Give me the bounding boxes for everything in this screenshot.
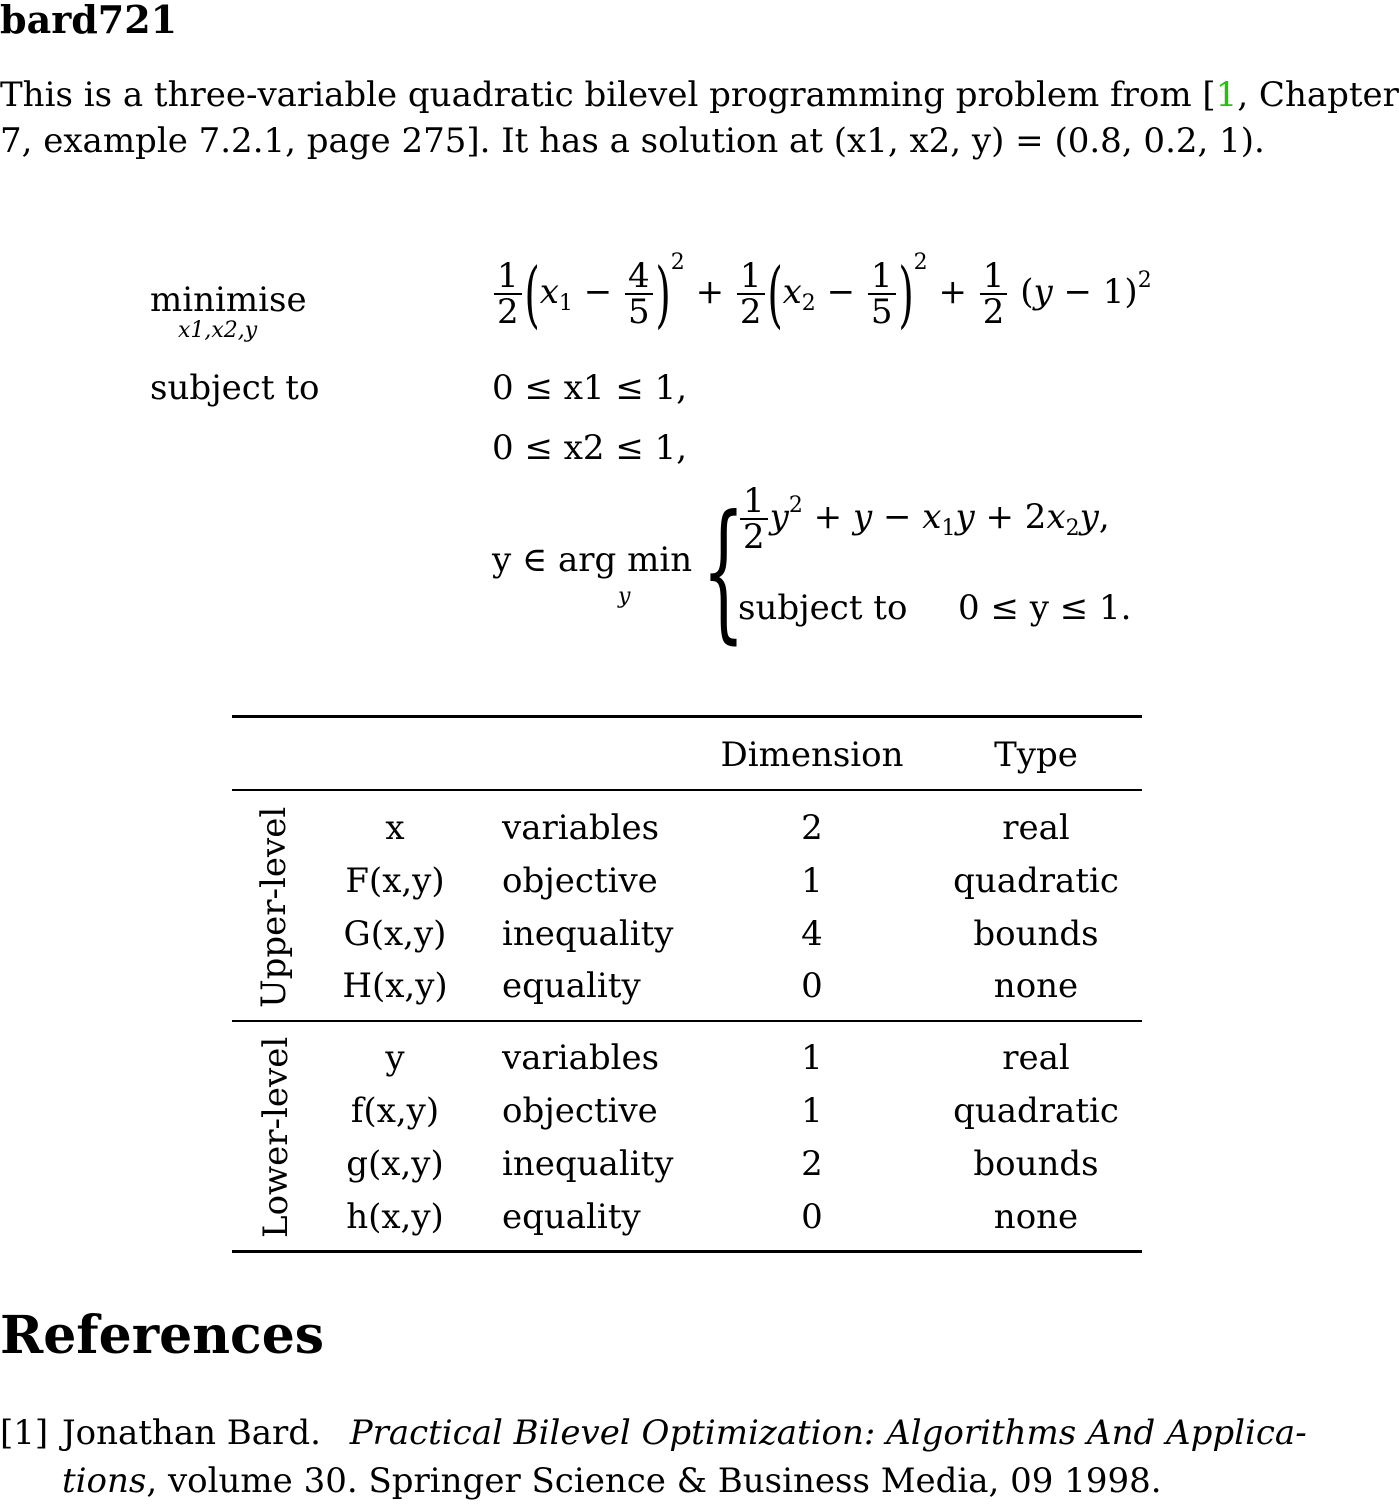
- intro-text-tail: , Chapter: [1237, 75, 1399, 115]
- intro-line-1: [0, 72, 1399, 118]
- header-type: Type: [994, 735, 1078, 775]
- references-heading: References: [0, 1305, 325, 1366]
- row-dimension: 1: [801, 861, 823, 901]
- reference-publisher: , volume 30. Springer Science & Business Media, 09 1998.: [146, 1461, 1162, 1501]
- reference-title-end: tions: [62, 1461, 147, 1501]
- row-type: real: [1002, 808, 1070, 848]
- row-symbol: F(x,y): [345, 861, 445, 901]
- row-type: quadratic: [953, 1091, 1119, 1131]
- reference-author: Jonathan Bard.: [62, 1413, 321, 1453]
- row-dimension: 0: [801, 1197, 823, 1237]
- upper-level-label: Upper-level: [254, 806, 294, 1008]
- row-dimension: 2: [801, 808, 823, 848]
- row-dimension: 2: [801, 1144, 823, 1184]
- row-kind: inequality: [502, 1144, 674, 1184]
- row-symbol: G(x,y): [343, 914, 447, 954]
- row-symbol: f(x,y): [350, 1091, 440, 1131]
- row-type: none: [993, 1197, 1079, 1237]
- citation-link[interactable]: 1: [1215, 75, 1238, 115]
- row-kind: equality: [502, 966, 641, 1006]
- minimise-label: minimise: [150, 280, 307, 320]
- lower-level-label: Lower-level: [256, 1036, 296, 1238]
- reference-title: Practical Bilevel Optimization: Algorithms And Applica-: [349, 1413, 1307, 1453]
- row-dimension: 1: [801, 1038, 823, 1078]
- row-type: bounds: [973, 914, 1099, 954]
- row-kind: objective: [502, 861, 658, 901]
- row-dimension: 1: [801, 1091, 823, 1131]
- row-dimension: 0: [801, 966, 823, 1006]
- constraint-2: 0 ≤ x2 ≤ 1,: [492, 428, 688, 468]
- argmin-var: y: [618, 584, 631, 609]
- row-symbol: y: [385, 1038, 405, 1078]
- row-kind: objective: [502, 1091, 658, 1131]
- reference-line-1: [62, 1410, 1307, 1456]
- page-title: bard721: [0, 0, 178, 42]
- minimise-vars: x1,x2,y: [178, 318, 258, 343]
- row-type: quadratic: [953, 861, 1119, 901]
- table-top-rule: [232, 715, 1142, 718]
- table-mid-rule: [232, 1020, 1142, 1022]
- reference-line-2: [62, 1458, 1162, 1504]
- row-type: bounds: [973, 1144, 1099, 1184]
- left-brace: {: [702, 484, 745, 658]
- argmin-text: y ∈ arg min: [492, 540, 693, 580]
- lower-subject-to: subject to: [738, 588, 908, 628]
- lower-constraint: 0 ≤ y ≤ 1.: [958, 588, 1132, 628]
- subject-to-label: subject to: [150, 368, 320, 408]
- row-kind: variables: [502, 1038, 660, 1078]
- row-kind: variables: [502, 808, 660, 848]
- row-type: none: [993, 966, 1079, 1006]
- row-symbol: h(x,y): [346, 1197, 444, 1237]
- row-symbol: g(x,y): [346, 1144, 444, 1184]
- intro-line-2: 7, example 7.2.1, page 275]. It has a solution at (x1, x2, y) = (0.8, 0.2, 1).: [0, 121, 1265, 161]
- row-dimension: 4: [801, 914, 823, 954]
- row-symbol: H(x,y): [342, 966, 448, 1006]
- row-symbol: x: [385, 808, 405, 848]
- intro-text: This is a three-variable quadratic bilevel programming problem from [: [0, 75, 1216, 115]
- header-dimension: Dimension: [720, 735, 904, 775]
- reference-label: [1]: [0, 1413, 49, 1453]
- table-header-rule: [232, 789, 1142, 791]
- lower-objective: $\frac{1}{2}$ $y^2 + y - x_1y + 2x_2y$,: [738, 484, 1110, 554]
- row-type: real: [1002, 1038, 1070, 1078]
- upper-objective: $\frac{1}{2}$ ($x_1$ − $\frac{4}{5}$ )$^2$ + $\frac{1}{2}$ ($x_2$ − $\frac{1}{5}$ )$^2$ + $\frac{1}{2}$ $(y - 1)^2$: [492, 250, 1152, 330]
- table-bottom-rule: [232, 1250, 1142, 1253]
- row-kind: inequality: [502, 914, 674, 954]
- row-kind: equality: [502, 1197, 641, 1237]
- constraint-1: 0 ≤ x1 ≤ 1,: [492, 368, 688, 408]
